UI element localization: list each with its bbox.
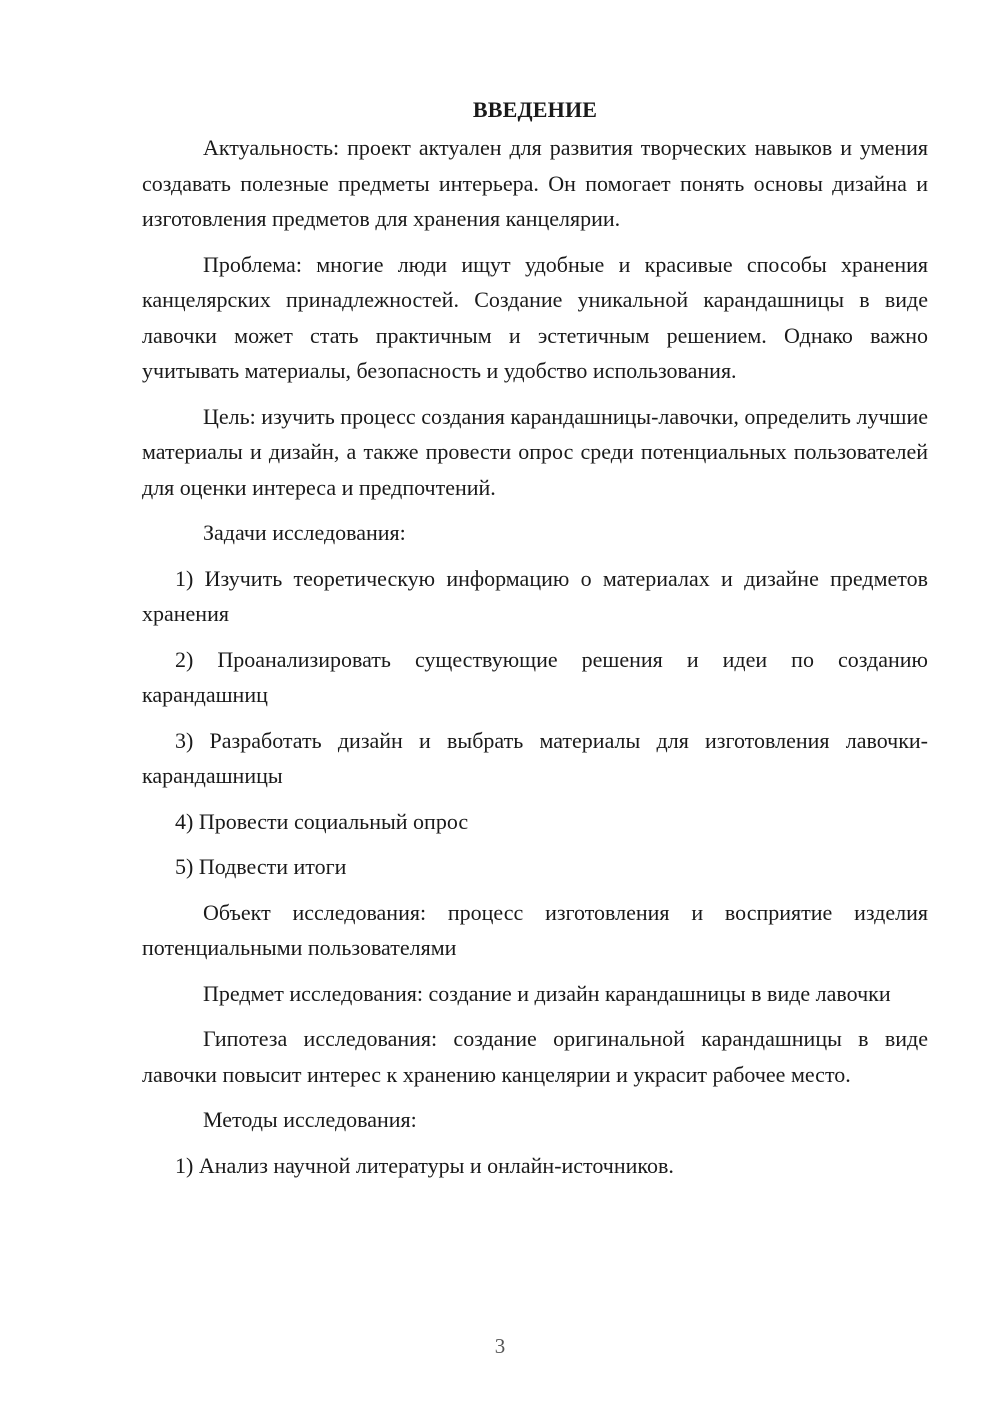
task-item-5: 5) Подвести итоги [175, 854, 347, 879]
tasks-heading: Задачи исследования: [203, 520, 406, 545]
relevance-paragraph: Актуальность: проект актуален для развития творческих навыков и умения создавать полезные предметы интерьера. Он помогает понять основы дизайна и изготовления предметов для хранения канцелярии. [142, 135, 928, 231]
task-item-4: 4) Провести социальный опрос [175, 808, 469, 834]
problem-paragraph: Проблема: многие люди ищут удобные и красивые способы хранения канцелярских принадлежностей. Создание уникальной карандашницы в виде лавочки может стать практичным и эстетичным решением. Однако важно учитывать материалы, безопасность и удобство использования. [142, 251, 928, 383]
task-item-3: 3) Разработать дизайн и выбрать материалы для изготовления лавочки-карандашницы [142, 727, 928, 788]
page-number: 3 [494, 1334, 506, 1358]
goal-paragraph: Цель: изучить процесс создания карандашницы-лавочки, определить лучшие материалы и дизайн, а также провести опрос среди потенциальных пользователей для оценки интереса и предпочтений. [142, 403, 928, 500]
task-item-1: 1) Изучить теоретическую информацию о материалах и дизайне предметов хранения [142, 565, 928, 626]
subject-paragraph: Предмет исследования: создание и дизайн карандашницы в виде лавочки [203, 980, 891, 1006]
document-page [142, 92, 928, 1193]
hypothesis-paragraph: Гипотеза исследования: создание оригинальной карандашницы в виде лавочки повысит интерес к хранению канцелярии и украсит рабочее место. [142, 1026, 928, 1087]
methods-heading: Методы исследования: [203, 1107, 417, 1132]
method-item-1: 1) Анализ научной литературы и онлайн-источников. [175, 1152, 674, 1178]
section-title: ВВЕДЕНИЕ [472, 97, 598, 122]
task-item-2: 2) Проанализировать существующие решения и идеи по созданию карандашниц [142, 646, 928, 707]
object-paragraph: Объект исследования: процесс изготовления и восприятие изделия потенциальными пользователями [142, 899, 928, 960]
